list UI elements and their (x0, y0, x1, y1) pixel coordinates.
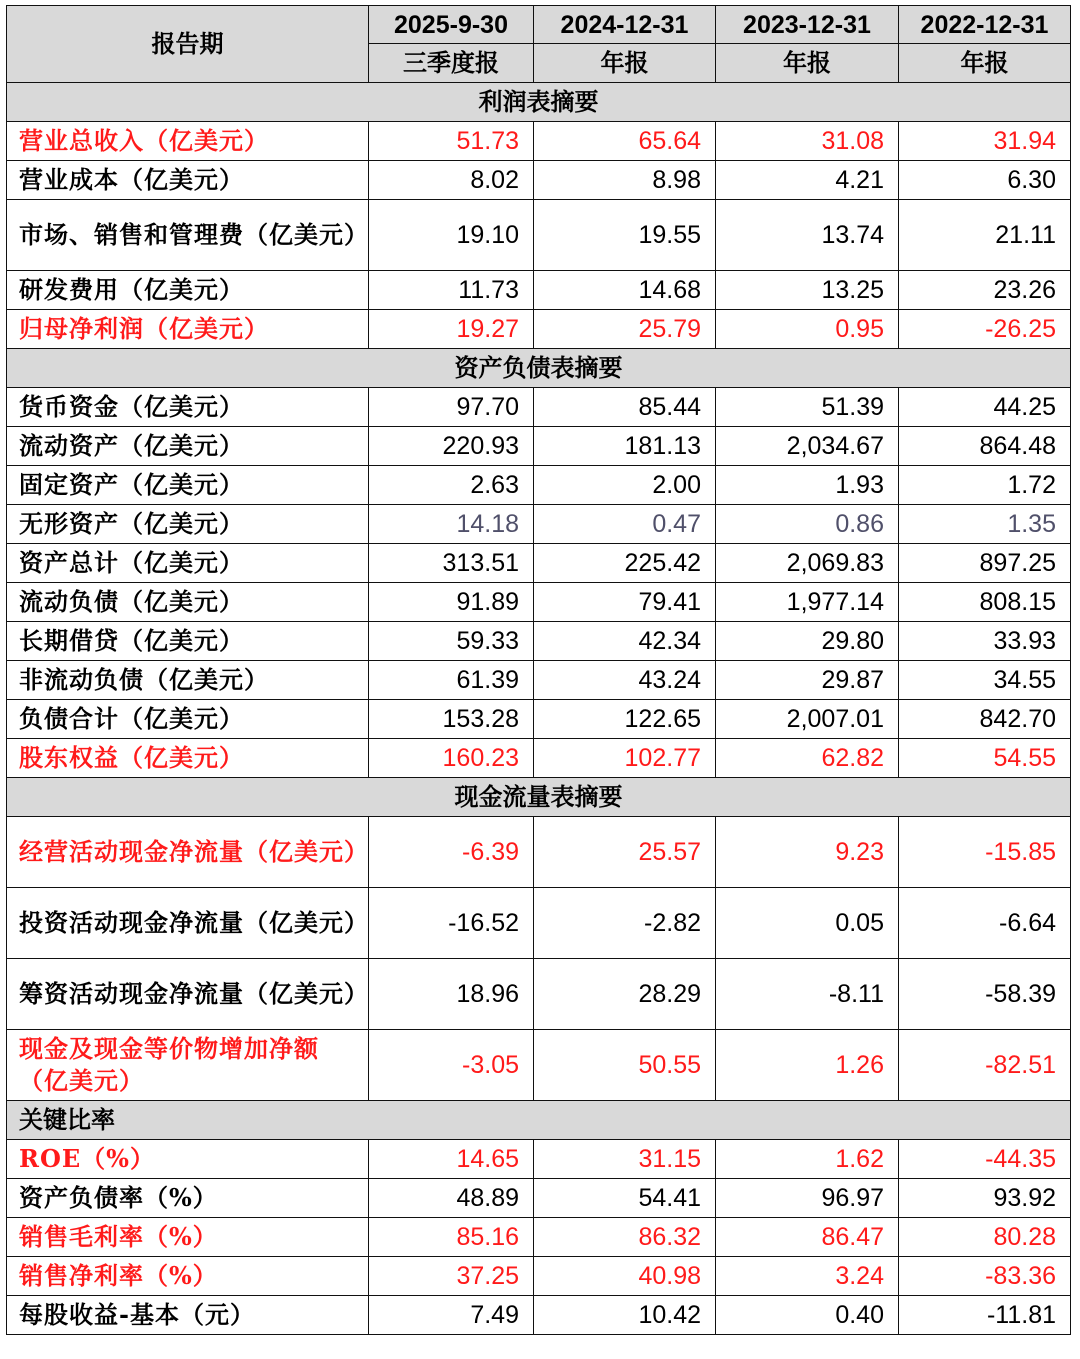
value-cell: -26.25 (899, 310, 1071, 349)
row-label: 营业成本（亿美元） (7, 161, 369, 200)
value-cell: 13.74 (716, 200, 899, 271)
value-cell: 0.05 (716, 888, 899, 959)
row-label: ROE（%） (7, 1140, 369, 1179)
table-row (7, 959, 1071, 1030)
value-cell: 37.25 (369, 1257, 534, 1296)
row-label: 资产负债率（%） (7, 1179, 369, 1218)
value-cell: 313.51 (369, 544, 534, 583)
report-type-header: 年报 (534, 44, 716, 83)
value-cell: -44.35 (899, 1140, 1071, 1179)
row-label: 销售毛利率（%） (7, 1218, 369, 1257)
value-cell: 86.32 (534, 1218, 716, 1257)
value-cell: 50.55 (534, 1030, 716, 1101)
value-cell: -82.51 (899, 1030, 1071, 1101)
row-label: 市场、销售和管理费（亿美元） (7, 200, 369, 271)
row-label: 营业总收入（亿美元） (7, 122, 369, 161)
row-label: 固定资产（亿美元） (7, 466, 369, 505)
value-cell: 19.27 (369, 310, 534, 349)
value-cell: 14.18 (369, 505, 534, 544)
table-row (7, 1218, 1071, 1257)
row-label: 股东权益（亿美元） (7, 739, 369, 778)
table-row (7, 1030, 1071, 1101)
value-cell: 225.42 (534, 544, 716, 583)
value-cell: 25.79 (534, 310, 716, 349)
value-cell: 102.77 (534, 739, 716, 778)
value-cell: 2,034.67 (716, 427, 899, 466)
value-cell: 7.49 (369, 1296, 534, 1335)
section-title: 资产负债表摘要 (7, 349, 1071, 388)
value-cell: 0.95 (716, 310, 899, 349)
value-cell: 44.25 (899, 388, 1071, 427)
value-cell: 43.24 (534, 661, 716, 700)
period-header-2024-12-31: 2024-12-31 (534, 6, 716, 44)
row-label: 现金及现金等价物增加净额（亿美元） (7, 1030, 369, 1101)
value-cell: 86.47 (716, 1218, 899, 1257)
value-cell: 91.89 (369, 583, 534, 622)
table-row (7, 310, 1071, 349)
period-header-2023-12-31: 2023-12-31 (716, 6, 899, 44)
value-cell: 80.28 (899, 1218, 1071, 1257)
value-cell: -2.82 (534, 888, 716, 959)
table-row (7, 161, 1071, 200)
table-row (7, 1257, 1071, 1296)
table-row (7, 271, 1071, 310)
value-cell: 2.00 (534, 466, 716, 505)
value-cell: 1,977.14 (716, 583, 899, 622)
row-label: 每股收益-基本（元） (7, 1296, 369, 1335)
value-cell: 6.30 (899, 161, 1071, 200)
value-cell: -6.64 (899, 888, 1071, 959)
value-cell: 1.72 (899, 466, 1071, 505)
value-cell: 96.97 (716, 1179, 899, 1218)
value-cell: 59.33 (369, 622, 534, 661)
table-row (7, 122, 1071, 161)
row-label: 货币资金（亿美元） (7, 388, 369, 427)
value-cell: -8.11 (716, 959, 899, 1030)
value-cell: 54.41 (534, 1179, 716, 1218)
section-header-row (7, 349, 1071, 388)
table-row (7, 661, 1071, 700)
value-cell: 40.98 (534, 1257, 716, 1296)
value-cell: 65.64 (534, 122, 716, 161)
table-row (7, 466, 1071, 505)
value-cell: -11.81 (899, 1296, 1071, 1335)
table-row (7, 1296, 1071, 1335)
value-cell: 51.73 (369, 122, 534, 161)
value-cell: 808.15 (899, 583, 1071, 622)
table-header (7, 6, 1071, 83)
financial-summary-table (6, 5, 1071, 1335)
value-cell: 79.41 (534, 583, 716, 622)
value-cell: 3.24 (716, 1257, 899, 1296)
value-cell: 4.21 (716, 161, 899, 200)
table-row (7, 388, 1071, 427)
value-cell: 51.39 (716, 388, 899, 427)
value-cell: 0.40 (716, 1296, 899, 1335)
row-label: 流动负债（亿美元） (7, 583, 369, 622)
value-cell: 29.80 (716, 622, 899, 661)
value-cell: 897.25 (899, 544, 1071, 583)
row-label: 归母净利润（亿美元） (7, 310, 369, 349)
table-body (7, 83, 1071, 1335)
period-header-2022-12-31: 2022-12-31 (899, 6, 1071, 44)
value-cell: 62.82 (716, 739, 899, 778)
value-cell: 8.98 (534, 161, 716, 200)
table-row (7, 700, 1071, 739)
report-type-header: 年报 (716, 44, 899, 83)
value-cell: 0.86 (716, 505, 899, 544)
section-header-row (7, 83, 1071, 122)
row-label: 资产总计（亿美元） (7, 544, 369, 583)
value-cell: -3.05 (369, 1030, 534, 1101)
row-label: 经营活动现金净流量（亿美元） (7, 817, 369, 888)
value-cell: -83.36 (899, 1257, 1071, 1296)
section-title: 关键比率 (7, 1101, 1071, 1140)
value-cell: 864.48 (899, 427, 1071, 466)
section-title: 利润表摘要 (7, 83, 1071, 122)
table-row (7, 1140, 1071, 1179)
value-cell: -15.85 (899, 817, 1071, 888)
value-cell: 181.13 (534, 427, 716, 466)
value-cell: 19.55 (534, 200, 716, 271)
value-cell: 842.70 (899, 700, 1071, 739)
value-cell: 33.93 (899, 622, 1071, 661)
value-cell: 31.08 (716, 122, 899, 161)
value-cell: 85.44 (534, 388, 716, 427)
financial-summary-table-wrapper (6, 5, 1070, 1335)
value-cell: 85.16 (369, 1218, 534, 1257)
table-row (7, 1179, 1071, 1218)
value-cell: 19.10 (369, 200, 534, 271)
section-header-row (7, 1101, 1071, 1140)
value-cell: 14.65 (369, 1140, 534, 1179)
table-row (7, 505, 1071, 544)
row-label: 负债合计（亿美元） (7, 700, 369, 739)
value-cell: 48.89 (369, 1179, 534, 1218)
value-cell: 220.93 (369, 427, 534, 466)
value-cell: 1.93 (716, 466, 899, 505)
value-cell: 0.47 (534, 505, 716, 544)
row-label: 非流动负债（亿美元） (7, 661, 369, 700)
table-row (7, 739, 1071, 778)
row-label: 销售净利率（%） (7, 1257, 369, 1296)
value-cell: -16.52 (369, 888, 534, 959)
value-cell: 23.26 (899, 271, 1071, 310)
value-cell: 18.96 (369, 959, 534, 1030)
section-title: 现金流量表摘要 (7, 778, 1071, 817)
value-cell: 97.70 (369, 388, 534, 427)
table-row (7, 427, 1071, 466)
value-cell: 42.34 (534, 622, 716, 661)
value-cell: 1.26 (716, 1030, 899, 1101)
table-row (7, 888, 1071, 959)
table-row (7, 544, 1071, 583)
table-row (7, 583, 1071, 622)
value-cell: 93.92 (899, 1179, 1071, 1218)
value-cell: 8.02 (369, 161, 534, 200)
value-cell: 1.35 (899, 505, 1071, 544)
row-label: 投资活动现金净流量（亿美元） (7, 888, 369, 959)
value-cell: 31.15 (534, 1140, 716, 1179)
report-type-header: 三季度报 (369, 44, 534, 83)
value-cell: 160.23 (369, 739, 534, 778)
value-cell: 29.87 (716, 661, 899, 700)
value-cell: 153.28 (369, 700, 534, 739)
report-type-header: 年报 (899, 44, 1071, 83)
value-cell: 10.42 (534, 1296, 716, 1335)
value-cell: 21.11 (899, 200, 1071, 271)
row-label: 流动资产（亿美元） (7, 427, 369, 466)
value-cell: 9.23 (716, 817, 899, 888)
value-cell: 13.25 (716, 271, 899, 310)
value-cell: 25.57 (534, 817, 716, 888)
row-label: 无形资产（亿美元） (7, 505, 369, 544)
value-cell: 1.62 (716, 1140, 899, 1179)
row-label: 筹资活动现金净流量（亿美元） (7, 959, 369, 1030)
report-period-header: 报告期 (7, 6, 369, 83)
section-header-row (7, 778, 1071, 817)
value-cell: 34.55 (899, 661, 1071, 700)
value-cell: 11.73 (369, 271, 534, 310)
row-label: 长期借贷（亿美元） (7, 622, 369, 661)
row-label: 研发费用（亿美元） (7, 271, 369, 310)
table-row (7, 200, 1071, 271)
value-cell: 61.39 (369, 661, 534, 700)
value-cell: -58.39 (899, 959, 1071, 1030)
value-cell: 14.68 (534, 271, 716, 310)
table-row (7, 817, 1071, 888)
value-cell: 28.29 (534, 959, 716, 1030)
value-cell: 122.65 (534, 700, 716, 739)
period-header-2025-9-30: 2025-9-30 (369, 6, 534, 44)
value-cell: -6.39 (369, 817, 534, 888)
value-cell: 31.94 (899, 122, 1071, 161)
value-cell: 2,069.83 (716, 544, 899, 583)
table-row (7, 622, 1071, 661)
value-cell: 54.55 (899, 739, 1071, 778)
value-cell: 2.63 (369, 466, 534, 505)
header-period-row (7, 6, 1071, 44)
value-cell: 2,007.01 (716, 700, 899, 739)
